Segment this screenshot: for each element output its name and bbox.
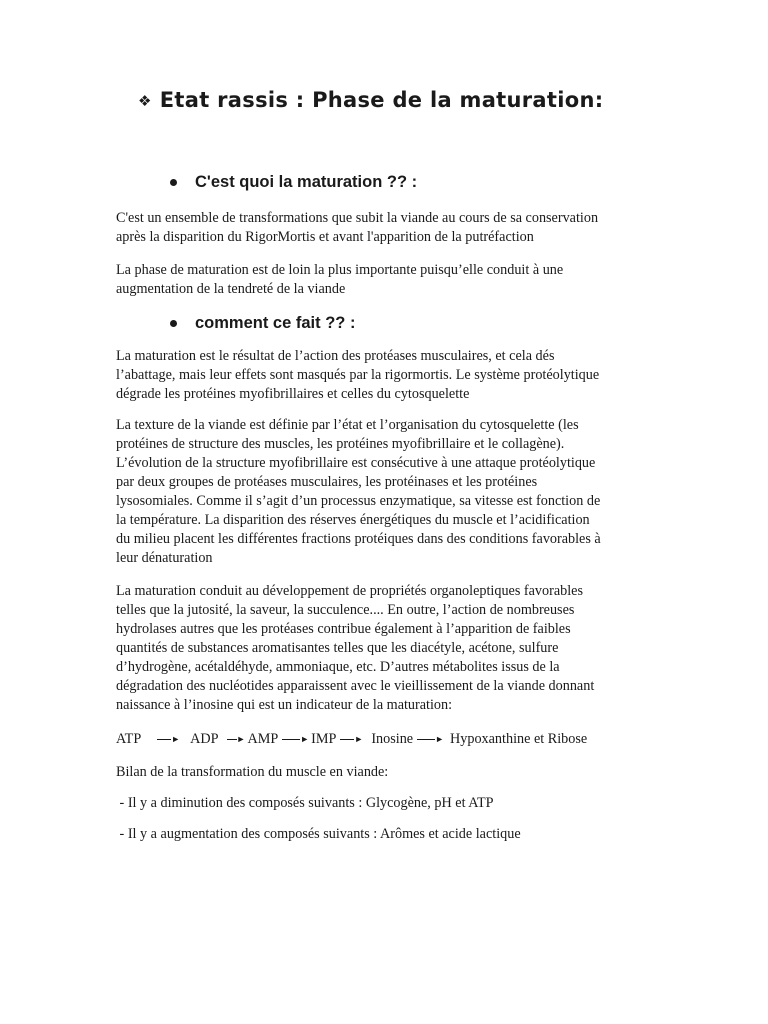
section-heading-text: comment ce fait ?? : bbox=[195, 314, 356, 332]
arrow-right-icon: ► bbox=[417, 735, 444, 744]
bullet-icon bbox=[170, 320, 177, 327]
text-line: l’abattage, mais leur effets sont masqués par la rigormortis. Le système protéolytique bbox=[116, 367, 600, 383]
section-heading-how bbox=[170, 314, 355, 333]
bilan-diminution bbox=[116, 794, 656, 813]
text-line: La texture de la viande est définie par l’état et l’organisation du cytosquelette (les bbox=[116, 417, 579, 433]
section-heading-text: C'est quoi la maturation ?? : bbox=[195, 173, 418, 191]
section-heading-what bbox=[170, 173, 417, 192]
paragraph-organoleptic bbox=[116, 582, 656, 715]
text-line: du milieu placent les différentes fractions protéiques dans des conditions favorables à bbox=[116, 531, 601, 547]
arrow-right-icon: ► bbox=[157, 735, 180, 744]
text-line: - Il y a diminution des composés suivants : Glycogène, pH et ATP bbox=[116, 795, 494, 811]
paragraph-importance bbox=[116, 261, 656, 299]
text-line: après la disparition du RigorMortis et avant l'apparition de la putréfaction bbox=[116, 229, 534, 245]
arrow-right-icon: ► bbox=[282, 735, 309, 744]
page-title bbox=[138, 88, 603, 112]
paragraph-texture bbox=[116, 416, 656, 568]
text-line: lysosomiales. Comme il s’agit d’un processus enzymatique, sa vitesse est fonction de bbox=[116, 493, 601, 509]
paragraph-definition bbox=[116, 209, 656, 247]
chain-item-imp: IMP bbox=[311, 731, 337, 747]
chain-item-hypoxanthine: Hypoxanthine et Ribose bbox=[450, 731, 588, 747]
text-line: dégrade les protéines myofibrillaires et celles du cytosquelette bbox=[116, 386, 470, 402]
text-line: d’hydrogène, acétaldéhyde, ammoniaque, etc. D’autres métabolites issus de la bbox=[116, 659, 560, 675]
chain-item-inosine: Inosine bbox=[371, 731, 414, 747]
chain-item-adp: ADP bbox=[190, 731, 219, 747]
text-line: Bilan de la transformation du muscle en viande: bbox=[116, 764, 389, 780]
text-line: la température. La disparition des réserves énergétiques du muscle et l’acidification bbox=[116, 512, 590, 528]
page-title-text: Etat rassis : Phase de la maturation: bbox=[159, 88, 604, 112]
text-line: augmentation de la tendreté de la viande bbox=[116, 281, 346, 297]
text-line: naissance à l’inosine qui est un indicateur de la maturation: bbox=[116, 697, 453, 713]
nucleotide-chain bbox=[116, 730, 587, 749]
diamond-bullet-icon: ❖ bbox=[138, 92, 152, 110]
text-line: leur dénaturation bbox=[116, 550, 213, 566]
bullet-icon bbox=[170, 179, 177, 186]
text-line: C'est un ensemble de transformations que subit la viande au cours de sa conservation bbox=[116, 210, 599, 226]
text-line: quantités de substances aromatisantes telles que les diacétyle, acétone, sulfure bbox=[116, 640, 559, 656]
text-line: La phase de maturation est de loin la plus importante puisqu’elle conduit à une bbox=[116, 262, 564, 278]
chain-item-amp: AMP bbox=[247, 731, 279, 747]
text-line: La maturation est le résultat de l’action des protéases musculaires, et cela dés bbox=[116, 348, 555, 364]
arrow-right-icon: ► bbox=[227, 735, 246, 744]
text-line: par deux groupes de protéases musculaires, les protéinases et les protéines bbox=[116, 474, 538, 490]
text-line: La maturation conduit au développement de propriétés organoleptiques favorables bbox=[116, 583, 583, 599]
text-line: - Il y a augmentation des composés suivants : Arômes et acide lactique bbox=[116, 826, 521, 842]
bilan-intro bbox=[116, 763, 656, 782]
text-line: hydrolases autres que les protéases contribue également à l’apparition de faibles bbox=[116, 621, 571, 637]
text-line: dégradation des nucléotides apparaissent avec le vieillissement de la viande donnant bbox=[116, 678, 595, 694]
text-line: telles que la jutosité, la saveur, la succulence.... En outre, l’action de nombreuses bbox=[116, 602, 575, 618]
text-line: L’évolution de la structure myofibrillaire est consécutive à une attaque protéolytique bbox=[116, 455, 596, 471]
bilan-augmentation bbox=[116, 825, 656, 844]
chain-item-atp: ATP bbox=[116, 731, 142, 747]
paragraph-proteases bbox=[116, 347, 656, 404]
arrow-right-icon: ► bbox=[340, 735, 363, 744]
text-line: protéines de structure des muscles, les protéines myofibrillaire et le collagène). bbox=[116, 436, 565, 452]
